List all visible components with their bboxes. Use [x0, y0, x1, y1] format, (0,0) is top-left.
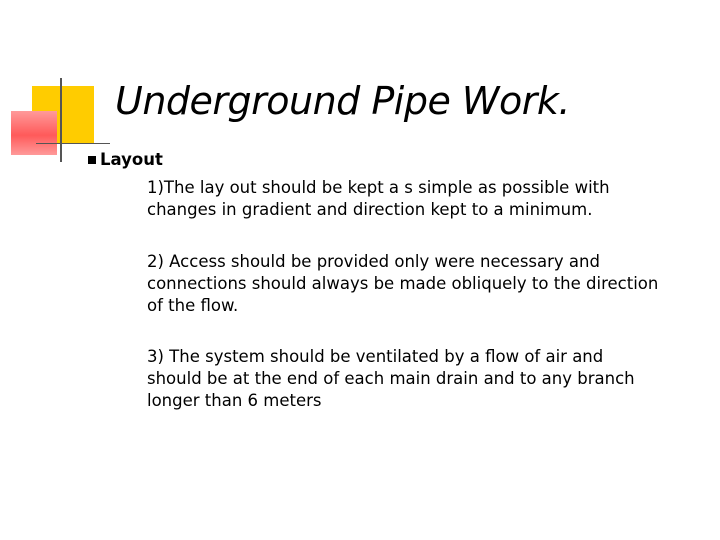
square-bullet-icon	[88, 156, 96, 164]
list-item-line: 2) Access should be provided only were necessary and	[147, 252, 600, 271]
list-item-line: should be at the end of each main drain and to any branch	[147, 369, 635, 388]
section-heading: Layout	[100, 150, 163, 169]
list-item-line: 3) The system should be ventilated by a flow of air and	[147, 347, 604, 366]
horizontal-rule	[36, 143, 110, 144]
list-item	[147, 346, 707, 412]
list-item-line: of the flow.	[147, 296, 239, 315]
red-square-decoration	[11, 111, 57, 155]
vertical-rule	[60, 78, 62, 162]
list-item-line: 1)The lay out should be kept a s simple as possible with	[147, 178, 610, 197]
slide-title: Underground Pipe Work.	[115, 79, 570, 123]
list-item-line: connections should always be made obliquely to the direction	[147, 274, 659, 293]
list-item-line: changes in gradient and direction kept to a minimum.	[147, 200, 593, 219]
decorative-squares	[0, 0, 110, 170]
list-item	[147, 251, 707, 317]
list-item-line: longer than 6 meters	[147, 391, 322, 410]
list-item	[147, 177, 707, 221]
